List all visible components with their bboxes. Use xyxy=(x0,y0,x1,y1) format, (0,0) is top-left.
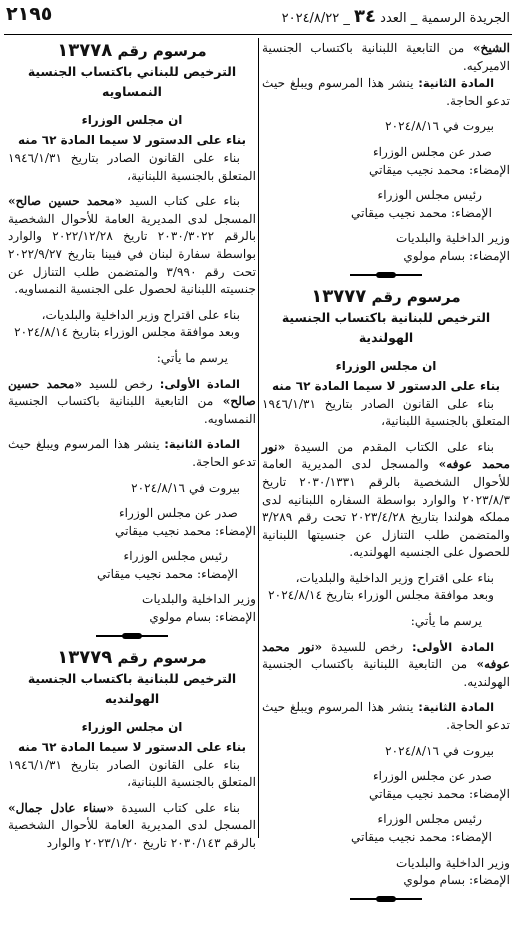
column-divider xyxy=(258,38,259,838)
article-one-rest: من التابعية اللبنانية باكتساب الجنسية النمساويه. xyxy=(8,394,256,426)
interior-minister: وزير الداخلية والبلديات xyxy=(142,592,256,607)
issued-by: صدر عن مجلس الوزراء xyxy=(118,506,238,521)
letter-rest: المسجل لدى المديرية العامة للأحوال الشخصية بالرقم ٢٠٣٠/٣٠٢٢ تاريخ ٢٠٢٢/١٢/٢٨ والوارد بواسطة سفارة لبنان في فيينا بتاريخ ٢٠٢٢/٩/٢٧ تحت رقم ٣/٩٩٠ والمتضمن طلب التنازل عن جنسيته اللبنانية لحصول على الجنسية النمساويه. xyxy=(8,211,256,297)
section-separator xyxy=(350,272,422,278)
continuation-lead: الشيخ» xyxy=(472,41,510,55)
running-header: الجريدة الرسمية _ العدد ٣٤ _ ٢٠٢٤/٨/٢٢ xyxy=(281,6,510,27)
article-two-label: المادة الثانية: xyxy=(418,76,495,91)
letter-rest: المسجل لدى المديرية العامة للأحوال الشخصية بالرقم ٢٠٣٠/١٤٣ تاريخ ٢٠٢٣/١/٢٠ والوارد xyxy=(8,818,256,851)
signature-interior: الإمضاء: بسام مولوي xyxy=(403,248,510,263)
article-one xyxy=(8,376,256,429)
section-separator xyxy=(350,896,422,902)
decree-number: ١٣٧٧٨ xyxy=(57,40,113,61)
decree-title-13777 xyxy=(262,286,510,308)
proposal-line: بناء على اقتراح وزير الداخلية والبلديات، xyxy=(295,570,494,585)
decree-title-prefix: مرسوم رقم xyxy=(117,42,207,60)
issue-number: ٣٤ xyxy=(354,6,377,27)
place-date: بيروت في ٢٠٢٤/٨/١٦ xyxy=(385,119,494,134)
article-one-name: «نور محمد عوفه» xyxy=(262,639,510,672)
constitution-line: بناء على الدستور لا سيما المادة ٦٢ منه xyxy=(271,378,501,393)
proposal-line: بناء على اقتراح وزير الداخلية والبلديات، xyxy=(41,307,240,322)
place-date: بيروت في ٢٠٢٤/٨/١٦ xyxy=(131,480,240,495)
constitution-line: بناء على الدستور لا سيما المادة ٦٢ منه xyxy=(17,133,247,147)
page-header xyxy=(0,0,516,38)
letter-paragraph xyxy=(262,439,510,562)
header-rule xyxy=(4,34,512,35)
place-date: بيروت في ٢٠٢٤/٨/١٦ xyxy=(385,743,494,758)
council-head: رئيس مجلس الوزراء xyxy=(377,188,482,203)
decree-subtitle: الترخيص للبنانية باكتساب الجنسية الهولنديه xyxy=(27,670,237,706)
article-two xyxy=(262,699,510,734)
article-one-rest: من التابعية اللبنانية باكتساب الجنسية الهولنديه. xyxy=(262,657,510,689)
signature-interior: الإمضاء: بسام مولوي xyxy=(149,610,256,625)
signature-interior: الإمضاء: بسام مولوي xyxy=(403,873,510,888)
law-reference: بناء على القانون الصادر بتاريخ ١٩٤٦/١/٣١ المتعلق بالجنسية اللبنانية، xyxy=(8,757,256,790)
article-two-text: ينشر هذا المرسوم ويبلغ حيث تدعو الحاجة. xyxy=(8,437,256,469)
left-column xyxy=(8,40,256,853)
signature-pm2: الإمضاء: محمد نجيب ميقاتي xyxy=(351,205,492,220)
article-one xyxy=(262,639,510,692)
article-one-lead: رخص للسيدة xyxy=(330,639,404,654)
decree-title-13778 xyxy=(8,40,256,62)
continuation-paragraph xyxy=(262,40,510,75)
article-two-text: ينشر هذا المرسوم ويبلغ حيث تدعو الحاجة. xyxy=(262,700,510,733)
signature-pm: الإمضاء: محمد نجيب ميقاتي xyxy=(369,162,510,177)
decree-subtitle: الترخيص للبناني باكتساب الجنسية النمساويه xyxy=(27,64,237,99)
article-one-label: المادة الأولى: xyxy=(159,376,240,391)
issue-date: ٢٠٢٤/٨/٢٢ xyxy=(281,11,340,26)
article-one-label: المادة الأولى: xyxy=(411,639,495,654)
signature-pm2: الإمضاء: محمد نجيب ميقاتي xyxy=(97,566,238,581)
letter-lead: بناء على الكتاب المقدم من السيدة xyxy=(294,439,494,454)
law-reference: بناء على القانون الصادر بتاريخ ١٩٤٦/١/٣١ المتعلق بالجنسية اللبنانية، xyxy=(8,151,256,183)
council-heading: ان مجلس الوزراء xyxy=(81,113,183,127)
article-one-name: «محمد حسين صالح» xyxy=(8,376,256,409)
signature-pm: الإمضاء: محمد نجيب ميقاتي xyxy=(115,523,256,538)
decree-title-prefix: مرسوم رقم xyxy=(117,648,207,667)
council-head: رئيس مجلس الوزراء xyxy=(377,812,482,827)
decree-subtitle: الترخيص للبنانية باكتساب الجنسية الهولندية xyxy=(281,309,491,345)
decree-title-prefix: مرسوم رقم xyxy=(371,287,461,306)
decrees-line: يرسم ما يأتي: xyxy=(410,614,482,629)
approval-line: وبعد موافقة مجلس الوزراء بتاريخ ٢٠٢٤/٨/١٤ xyxy=(14,325,240,340)
article-two xyxy=(262,75,510,110)
applicant-name: «نور محمد عوفه» xyxy=(262,439,510,472)
letter-paragraph xyxy=(8,193,256,299)
council-heading: ان مجلس الوزراء xyxy=(335,358,437,373)
decree-number: ١٣٧٧٧ xyxy=(311,285,367,307)
signature-pm: الإمضاء: محمد نجيب ميقاتي xyxy=(369,786,510,801)
issued-by: صدر عن مجلس الوزراء xyxy=(372,144,492,159)
council-heading: ان مجلس الوزراء xyxy=(81,719,183,734)
page-number: ٢١٩٥ xyxy=(6,3,53,25)
law-reference: بناء على القانون الصادر بتاريخ ١٩٤٦/١/٣١ المتعلق بالجنسية اللبنانية، xyxy=(262,396,510,429)
article-two-text: ينشر هذا المرسوم ويبلغ حيث تدعو الحاجة. xyxy=(262,76,510,108)
interior-minister: وزير الداخلية والبلديات xyxy=(396,231,510,246)
approval-line: وبعد موافقة مجلس الوزراء بتاريخ ٢٠٢٤/٨/١٤ xyxy=(268,588,494,603)
interior-minister: وزير الداخلية والبلديات xyxy=(396,855,510,870)
decree-title-13779 xyxy=(8,647,256,669)
continuation-text: من التابعية اللبنانية باكتساب الجنسية الاميركيه. xyxy=(262,41,510,73)
article-one-lead: رخص للسيد xyxy=(88,376,153,391)
decree-number: ١٣٧٧٩ xyxy=(57,646,113,668)
article-two-label: المادة الثانية: xyxy=(164,437,241,452)
article-two-label: المادة الثانية: xyxy=(418,700,495,715)
council-head: رئيس مجلس الوزراء xyxy=(123,549,228,564)
gazette-name: الجريدة الرسمية xyxy=(421,11,510,26)
decrees-line: يرسم ما يأتي: xyxy=(156,350,228,365)
issued-by: صدر عن مجلس الوزراء xyxy=(372,769,492,784)
letter-lead: بناء على كتاب السيد xyxy=(129,194,240,209)
right-column xyxy=(262,40,510,902)
signature-pm2: الإمضاء: محمد نجيب ميقاتي xyxy=(351,830,492,844)
applicant-name: «سناء عادل جمال» xyxy=(8,800,115,815)
letter-rest: والمسجل لدى المديرية العامة للأحوال الشخصية بالرقم ٢٠٣٠/١٣٣١ تاريخ ٢٠٢٣/٨/٣ والوارد بواسطة السفاره اللبنانيه لدى مملكه هولندا بتاريخ ٢٠٢٣/٤/٢٨ تحت رقم ٣/٢٨٩ والمتضمن طلب التنازل عن جنسيتها اللبنانية للحصول على الجنسيه الهولنديه. xyxy=(262,457,511,560)
article-two xyxy=(8,436,256,471)
letter-lead: بناء على كتاب السيدة xyxy=(121,800,240,815)
applicant-name: «محمد حسين صالح» xyxy=(8,194,123,209)
constitution-line: بناء على الدستور لا سيما المادة ٦٢ منه xyxy=(17,739,247,754)
letter-paragraph xyxy=(8,800,256,853)
section-separator xyxy=(96,633,168,639)
issue-label: العدد xyxy=(380,11,407,26)
